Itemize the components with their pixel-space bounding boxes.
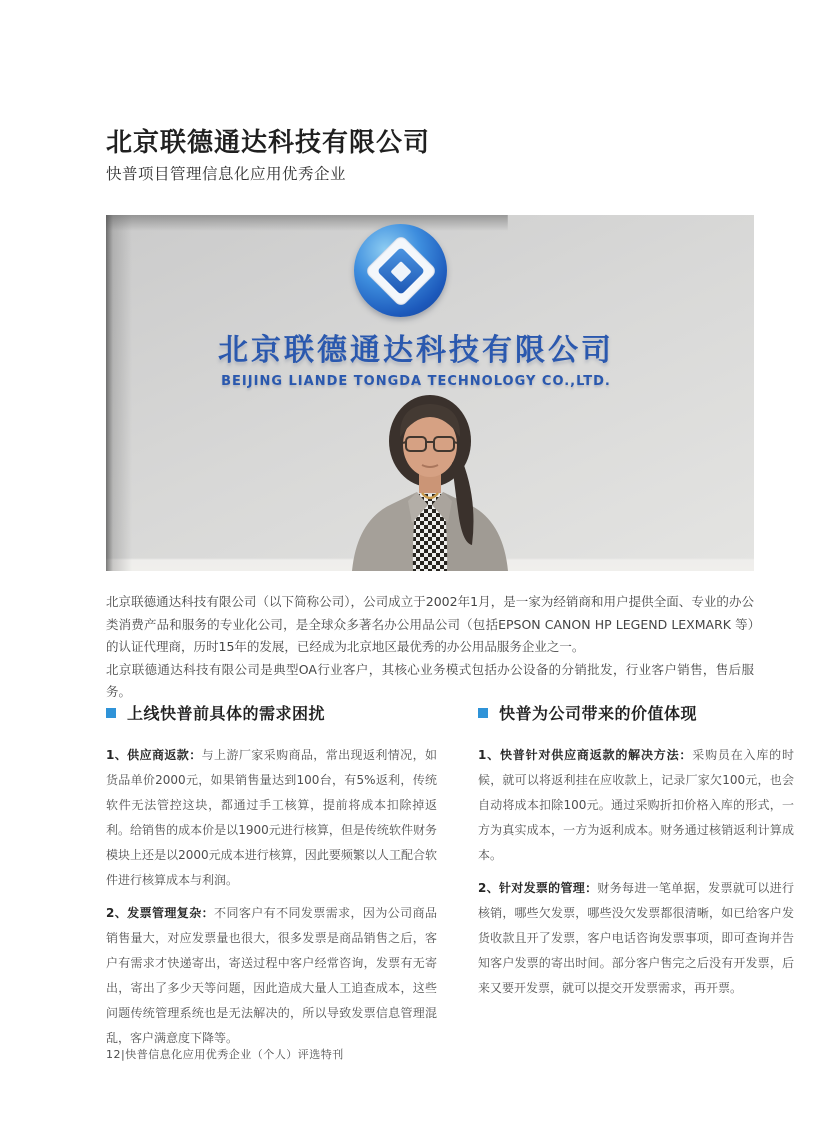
intro-text [106, 591, 754, 704]
logo-mid-diamond [376, 246, 424, 294]
logo-outer-diamond [364, 234, 438, 308]
square-bullet-icon [106, 708, 116, 718]
value-item-2 [478, 876, 794, 1001]
section-heading-text: 上线快普前具体的需求困扰 [127, 704, 326, 723]
section-heading-value [478, 701, 794, 724]
item-text: 与上游厂家采购商品，常出现返利情况，如货品单价2000元，如果销售量达到100台，有5%返利，传统软件无法管控这块，都通过手工核算，提前将成本扣除掉返利。给销售的成本价是以1900元进行核算，但是传统软件财务模块上还是以2000元成本进行核算，因此要频繁以人工配合软件进行核算成本与利润。 [106, 748, 437, 887]
item-label: 2、针对发票的管理： [478, 881, 598, 895]
footer-text: 12|快普信息化应用优秀企业（个人）评选特刊 [106, 1048, 344, 1061]
pain-point-item-1 [106, 743, 437, 893]
square-bullet-icon [478, 708, 488, 718]
page-footer [106, 1046, 344, 1062]
intro-paragraph-2: 北京联德通达科技有限公司是典型OA行业客户，其核心业务模式包括办公设备的分销批发，行业客户销售，售后服务。 [106, 661, 754, 699]
item-label: 1、供应商返款： [106, 748, 202, 762]
section-value-delivered [478, 701, 794, 1009]
value-item-1 [478, 743, 794, 868]
wall-sign [106, 325, 754, 389]
item-label: 2、发票管理复杂： [106, 906, 215, 920]
item-label: 1、快普针对供应商返款的解决方法： [478, 748, 693, 762]
person-illustration [300, 393, 560, 571]
item-text: 采购员在入库的时候，就可以将返利挂在应收款上，记录厂家欠100元，也会自动将成本扣除100元。通过采购折扣价格入库的形式，一方为真实成本，一方为返利成本。财务通过核销返利计算成本。 [478, 748, 794, 862]
intro-paragraph-1: 北京联德通达科技有限公司（以下简称公司），公司成立于2002年1月，是一家为经销商和用户提供全面、专业的办公类消费产品和服务的专业化公司，是全球众多著名办公用品公司（包括EPSON CANON HP LEGEND LEXMARK 等）的认证代理商，历时15年的发展，已经成为北京地区最优秀的办公用品服务企业之一。 [106, 594, 754, 654]
wall-company-name-cn: 北京联德通达科技有限公司 [218, 333, 614, 368]
section-pain-points [106, 701, 437, 1059]
item-text: 不同客户有不同发票需求，因为公司商品销售量大，对应发票量也很大，很多发票是商品销售之后，客户有需求才快递寄出，寄送过程中客户经常咨询，发票有无寄出，寄出了多少天等问题，因此造成大量人工追查成本，这些问题传统管理系统也是无法解决的，所以导致发票信息管理混乱，客户满意度下降等。 [106, 906, 437, 1045]
page-title: 北京联德通达科技有限公司 [106, 128, 431, 158]
page-subtitle: 快普项目管理信息化应用优秀企业 [106, 165, 347, 183]
pain-point-item-2 [106, 901, 437, 1051]
item-text: 财务每进一笔单据，发票就可以进行核销，哪些欠发票，哪些没欠发票都很清晰，如已给客户发货收款且开了发票，客户电话咨询发票事项，即可查询并告知客户发票的寄出时间。部分客户售完之后没有开发票，后来又要开发票，就可以提交开发票需求，再开票。 [478, 881, 794, 995]
wall-company-name-en: BEIJING LIANDE TONGDA TECHNOLOGY CO.,LTD. [221, 374, 611, 389]
section-heading-pain-points [106, 701, 437, 724]
section-heading-text: 快普为公司带来的价值体现 [499, 704, 698, 723]
logo-core-diamond [390, 260, 411, 281]
liande-logo-icon [354, 224, 447, 317]
company-photo [106, 215, 754, 571]
